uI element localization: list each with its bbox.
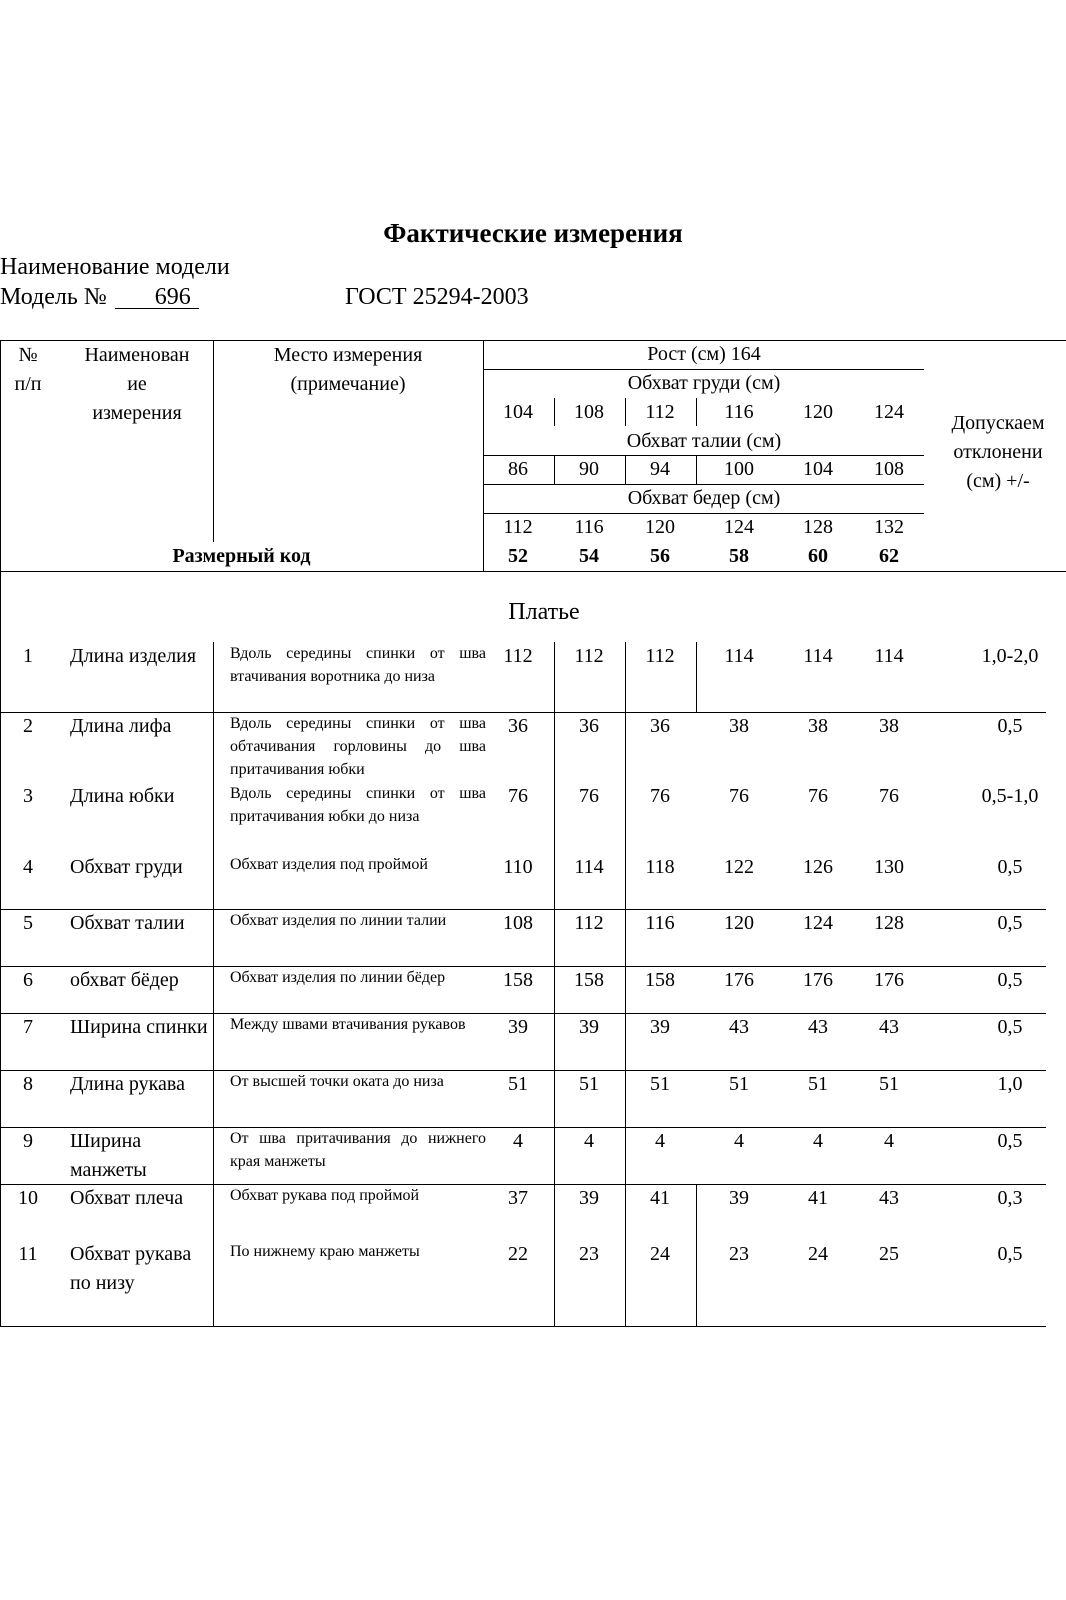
- row-value: 4: [884, 1130, 894, 1152]
- gost-standard: ГОСТ 25294-2003: [345, 284, 529, 310]
- row-value: 114: [803, 645, 833, 667]
- row-value: 51: [879, 1073, 899, 1095]
- row-number: 6: [23, 969, 33, 991]
- hips-value: 120: [645, 516, 675, 538]
- row-tolerance: 0,5: [997, 856, 1023, 878]
- size-code: 54: [579, 545, 599, 567]
- row-value: 76: [808, 785, 828, 807]
- row-value: 43: [879, 1016, 899, 1038]
- row-tolerance: 0,5: [997, 715, 1023, 737]
- row-value: 158: [574, 969, 604, 991]
- row-name: Обхват талии: [70, 912, 185, 934]
- row-value: 39: [508, 1016, 528, 1038]
- waist-value: 100: [724, 458, 754, 480]
- header-waist-label: Обхват талии (см): [626, 430, 782, 452]
- hips-value: 112: [503, 516, 533, 538]
- row-name: Длина юбки: [70, 785, 175, 807]
- row-value: 38: [879, 715, 899, 737]
- header-name: Наименован ие измерения: [84, 344, 190, 424]
- row-name: Длина рукава: [70, 1073, 185, 1095]
- row-value: 51: [650, 1073, 670, 1095]
- header-place: Место измерения (примечание): [273, 344, 423, 395]
- row-number: 10: [18, 1187, 38, 1209]
- document-title: Фактические измерения: [383, 218, 683, 248]
- header-chest-label: Обхват груди (см): [627, 372, 781, 394]
- row-value: 112: [503, 645, 533, 667]
- section-title: Платье: [508, 599, 580, 625]
- row-value: 4: [655, 1130, 665, 1152]
- row-value: 176: [874, 969, 904, 991]
- hips-value: 132: [874, 516, 904, 538]
- row-value: 23: [729, 1243, 749, 1265]
- chest-value: 104: [503, 401, 533, 423]
- row-value: 158: [645, 969, 675, 991]
- row-tolerance: 1,0-2,0: [981, 645, 1039, 667]
- row-name: Обхват груди: [70, 856, 183, 878]
- hips-value: 128: [803, 516, 833, 538]
- row-value: 51: [729, 1073, 749, 1095]
- size-code: 56: [650, 545, 670, 567]
- row-note: От шва притачивания до нижнего края манжеты: [230, 1130, 486, 1170]
- model-name-label: Наименование модели: [0, 254, 230, 280]
- row-number: 11: [18, 1243, 38, 1265]
- row-value: 39: [729, 1187, 749, 1209]
- row-tolerance: 0,5: [997, 912, 1023, 934]
- row-value: 41: [808, 1187, 828, 1209]
- row-value: 76: [508, 785, 528, 807]
- row-value: 38: [808, 715, 828, 737]
- row-value: 43: [808, 1016, 828, 1038]
- size-code: 58: [729, 545, 749, 567]
- size-code: 52: [508, 545, 528, 567]
- waist-value: 104: [803, 458, 833, 480]
- row-name: Обхват плеча: [70, 1187, 184, 1209]
- row-tolerance: 0,3: [997, 1187, 1023, 1209]
- row-number: 9: [23, 1130, 33, 1152]
- row-tolerance: 0,5-1,0: [981, 785, 1039, 807]
- row-value: 114: [874, 645, 904, 667]
- row-value: 108: [503, 912, 533, 934]
- row-name: Ширина спинки: [70, 1016, 208, 1038]
- row-note: Обхват рукава под проймой: [230, 1187, 420, 1204]
- waist-value: 86: [508, 458, 528, 480]
- row-value: 51: [508, 1073, 528, 1095]
- row-value: 4: [513, 1130, 523, 1152]
- row-value: 112: [574, 645, 604, 667]
- waist-value: 90: [579, 458, 599, 480]
- chest-value: 116: [724, 401, 754, 423]
- row-value: 76: [650, 785, 670, 807]
- row-value: 110: [503, 856, 533, 878]
- row-name: Длина изделия: [70, 645, 197, 667]
- row-value: 122: [724, 856, 754, 878]
- row-value: 43: [729, 1016, 749, 1038]
- waist-value: 94: [650, 458, 670, 480]
- row-number: 5: [23, 912, 33, 934]
- row-value: 158: [503, 969, 533, 991]
- row-name: Длина лифа: [70, 715, 172, 737]
- row-value: 4: [734, 1130, 744, 1152]
- chest-value: 120: [803, 401, 833, 423]
- model-number-label: Модель №: [0, 284, 107, 310]
- size-code: 60: [808, 545, 828, 567]
- header-hips-label: Обхват бедер (см): [627, 487, 781, 509]
- row-value: 124: [803, 912, 833, 934]
- row-note: По нижнему краю манжеты: [230, 1243, 420, 1260]
- row-number: 1: [23, 645, 33, 667]
- row-value: 51: [579, 1073, 599, 1095]
- row-value: 76: [879, 785, 899, 807]
- row-value: 36: [650, 715, 670, 737]
- row-value: 112: [645, 645, 675, 667]
- row-note: Обхват изделия под проймой: [230, 856, 428, 873]
- row-value: 36: [508, 715, 528, 737]
- hips-value: 116: [574, 516, 604, 538]
- row-value: 36: [579, 715, 599, 737]
- header-height: Рост (см) 164: [647, 343, 761, 365]
- model-number-line: [0, 284, 199, 311]
- row-value: 22: [508, 1243, 528, 1265]
- row-value: 128: [874, 912, 904, 934]
- row-value: 4: [813, 1130, 823, 1152]
- row-value: 43: [879, 1187, 899, 1209]
- chest-value: 112: [645, 401, 675, 423]
- row-value: 114: [724, 645, 754, 667]
- row-note: От высшей точки оката до низа: [230, 1073, 444, 1090]
- row-value: 126: [803, 856, 833, 878]
- row-number: 7: [23, 1016, 33, 1038]
- row-value: 25: [879, 1243, 899, 1265]
- row-number: 8: [23, 1073, 33, 1095]
- row-value: 76: [579, 785, 599, 807]
- row-name: обхват бёдер: [70, 969, 179, 991]
- size-code: 62: [879, 545, 899, 567]
- row-value: 118: [645, 856, 675, 878]
- waist-value: 108: [874, 458, 904, 480]
- row-value: 176: [724, 969, 754, 991]
- row-tolerance: 0,5: [997, 969, 1023, 991]
- row-value: 39: [579, 1016, 599, 1038]
- row-value: 38: [729, 715, 749, 737]
- row-tolerance: 0,5: [997, 1243, 1023, 1265]
- row-number: 2: [23, 715, 33, 737]
- row-note: Обхват изделия по линии бёдер: [230, 969, 446, 986]
- row-value: 114: [574, 856, 604, 878]
- row-value: 24: [808, 1243, 828, 1265]
- row-tolerance: 1,0: [997, 1073, 1023, 1095]
- row-number: 4: [23, 856, 33, 878]
- row-value: 37: [508, 1187, 528, 1209]
- row-value: 41: [650, 1187, 670, 1209]
- row-value: 4: [584, 1130, 594, 1152]
- size-code-label: Размерный код: [172, 545, 311, 567]
- row-value: 24: [650, 1243, 670, 1265]
- row-value: 130: [874, 856, 904, 878]
- row-value: 39: [579, 1187, 599, 1209]
- header-num: № п/п: [14, 344, 42, 395]
- row-name: Ширина манжеты: [70, 1130, 147, 1181]
- row-name: Обхват рукава по низу: [70, 1243, 192, 1294]
- row-value: 176: [803, 969, 833, 991]
- chest-value: 108: [574, 401, 604, 423]
- row-value: 23: [579, 1243, 599, 1265]
- row-note: Вдоль середины спинки от шва притачивания юбки до низа: [230, 785, 486, 825]
- row-value: 39: [650, 1016, 670, 1038]
- row-note: Обхват изделия по линии талии: [230, 912, 447, 929]
- row-number: 3: [23, 785, 33, 807]
- row-tolerance: 0,5: [997, 1130, 1023, 1152]
- row-value: 51: [808, 1073, 828, 1095]
- chest-value: 124: [874, 401, 904, 423]
- model-number: 696: [115, 286, 199, 309]
- hips-value: 124: [724, 516, 754, 538]
- row-note: Между швами втачивания рукавов: [230, 1016, 466, 1033]
- row-value: 120: [724, 912, 754, 934]
- row-value: 116: [645, 912, 675, 934]
- row-note: Вдоль середины спинки от шва втачивания воротника до низа: [230, 645, 486, 685]
- row-tolerance: 0,5: [997, 1016, 1023, 1038]
- row-value: 76: [729, 785, 749, 807]
- row-value: 112: [574, 912, 604, 934]
- row-note: Вдоль середины спинки от шва обтачивания горловины до шва притачивания юбки: [230, 715, 486, 778]
- header-tolerance: Допускаем отклонени (см) +/-: [951, 412, 1045, 492]
